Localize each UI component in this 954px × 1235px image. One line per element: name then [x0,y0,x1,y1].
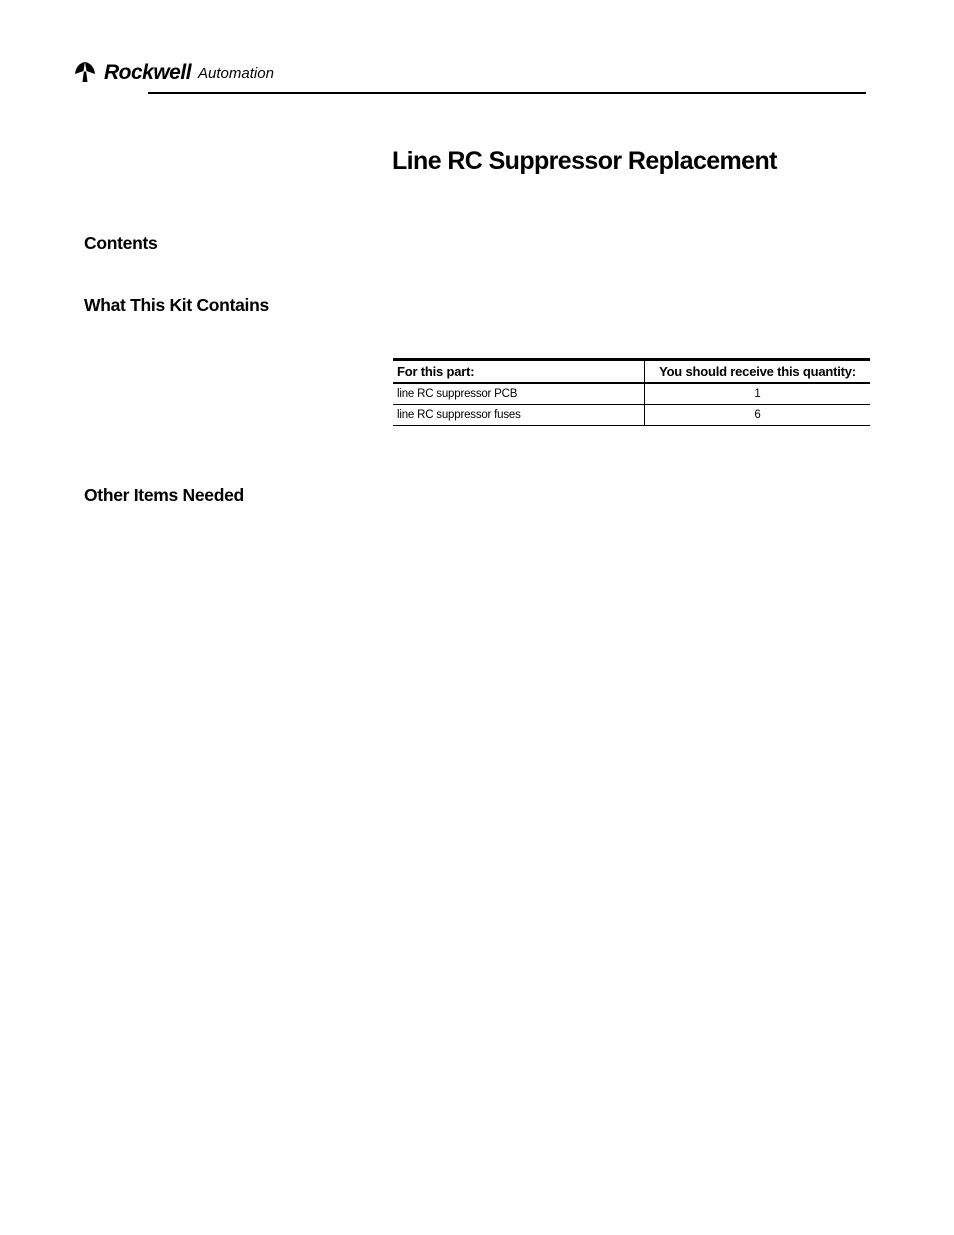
part-cell: line RC suppressor fuses [393,405,645,426]
brand-subtitle: Automation [198,65,274,82]
section-heading-contents: Contents [84,233,158,253]
section-heading-what-this-kit-contains: What This Kit Contains [84,295,269,315]
table-row [393,405,870,426]
part-cell: line RC suppressor PCB [393,383,645,405]
section-heading-other-items-needed: Other Items Needed [84,485,244,505]
quantity-cell: 1 [645,383,871,405]
column-header-quantity: You should receive this quantity: [645,360,871,384]
kit-contents-table [393,358,870,426]
table-header-row [393,360,870,384]
rockwell-automation-logo [73,58,274,86]
header-rule [148,92,866,94]
rockwell-logo-icon [73,60,97,84]
column-header-part: For this part: [393,360,645,384]
table-row [393,383,870,405]
quantity-cell: 6 [645,405,871,426]
brand-name: Rockwell [104,60,192,84]
document-title: Line RC Suppressor Replacement [392,147,777,175]
